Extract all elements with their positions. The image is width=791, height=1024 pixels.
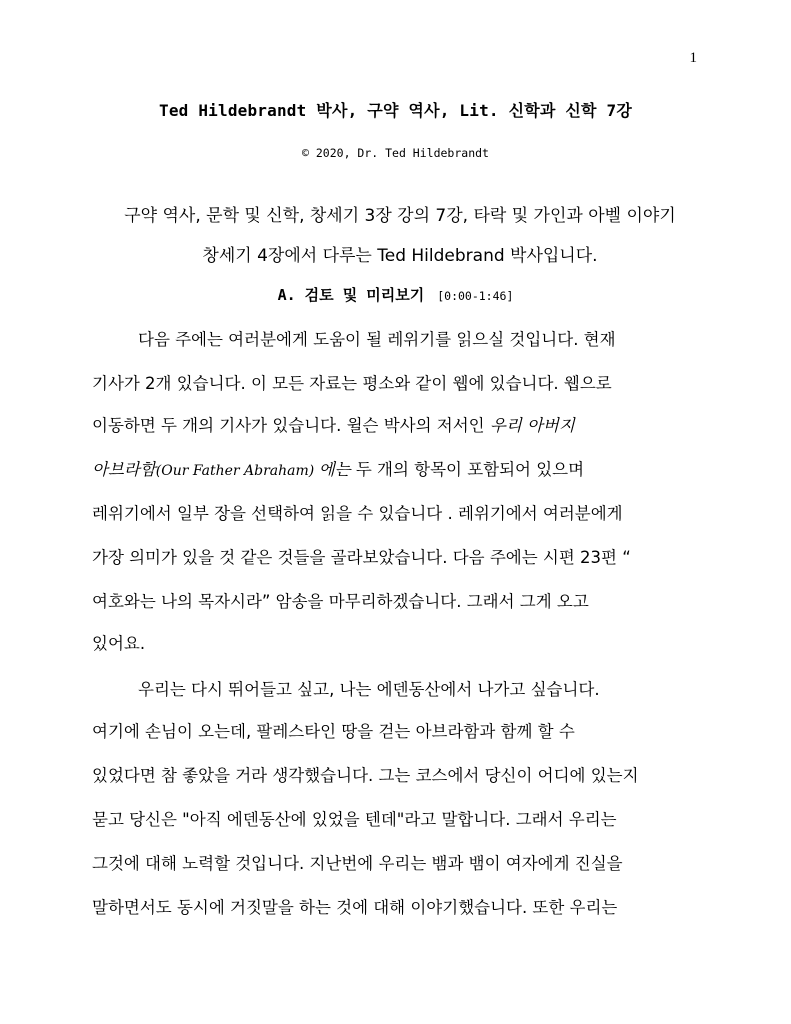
- paragraph-1-line-4-text: 두 개의 항목이 포함되어 있으며: [350, 460, 585, 479]
- paragraph-2-line-4: 묻고 당신은 "아직 에덴동산에 있었을 텐데"라고 말합니다. 그래서 우리는: [92, 810, 617, 829]
- paragraph-2-line-5: 그것에 대해 노력할 것입니다. 지난번에 우리는 뱀과 뱀이 여자에게 진실을: [92, 854, 623, 873]
- paragraph-2-line-2: 여기에 손님이 오는데, 팔레스타인 땅을 걷는 아브라함과 함께 할 수: [92, 722, 575, 741]
- book-title-suffix: 에는: [318, 460, 351, 479]
- paragraph-1-line-3-text: 이동하면 두 개의 기사가 있습니다. 윌슨 박사의 저서인: [92, 416, 490, 435]
- paragraph-1-line-7: 여호와는 나의 목자시라” 암송을 마무리하겠습니다. 그래서 그게 오고: [92, 592, 589, 611]
- paragraph-1-line-8: 있어요.: [92, 634, 146, 653]
- paragraph-1-line-2: 기사가 2개 있습니다. 이 모든 자료는 평소와 같이 웹에 있습니다. 웹으로: [92, 374, 612, 393]
- book-title-english: (Our Father Abraham): [155, 463, 319, 479]
- intro-line-2: 창세기 4장에서 다루는 Ted Hildebrand 박사입니다.: [202, 246, 598, 266]
- paragraph-1-line-5: 레위기에서 일부 장을 선택하여 읽을 수 있습니다 . 레위기에서 여러분에게: [92, 504, 623, 523]
- intro-line-1: 구약 역사, 문학 및 신학, 창세기 3장 강의 7강, 타락 및 가인과 아벨 이야기: [124, 206, 676, 226]
- book-title-korean: 우리 아버지: [489, 416, 575, 435]
- paragraph-2-line-3: 있었다면 참 좋았을 거라 생각했습니다. 그는 코스에서 당신이 어디에 있는지: [92, 766, 639, 785]
- section-timecode: [0:00-1:46]: [437, 289, 514, 303]
- paragraph-1-line-6: 가장 의미가 있을 것 같은 것들을 골라보았습니다. 다음 주에는 시편 23편 “: [92, 548, 631, 567]
- section-heading-text: A. 검토 및 미리보기: [277, 286, 425, 304]
- section-heading: [0, 284, 791, 305]
- book-title-korean-cont: 아브라함: [92, 460, 156, 479]
- paragraph-2-line-1: 우리는 다시 뛰어들고 싶고, 나는 에덴동산에서 나가고 싶습니다.: [138, 680, 600, 699]
- paragraph-1-line-3: [92, 412, 575, 436]
- paragraph-2-line-6: 말하면서도 동시에 거짓말을 하는 것에 대해 이야기했습니다. 또한 우리는: [92, 898, 618, 917]
- page-number: 1: [689, 50, 697, 66]
- paragraph-1-line-1: 다음 주에는 여러분에게 도움이 될 레위기를 읽으실 것입니다. 현재: [138, 330, 616, 349]
- document-title: Ted Hildebrandt 박사, 구약 역사, Lit. 신학과 신학 7강: [158, 101, 633, 120]
- paragraph-1-line-4: [92, 456, 584, 480]
- copyright-line: © 2020, Dr. Ted Hildebrandt: [302, 146, 489, 160]
